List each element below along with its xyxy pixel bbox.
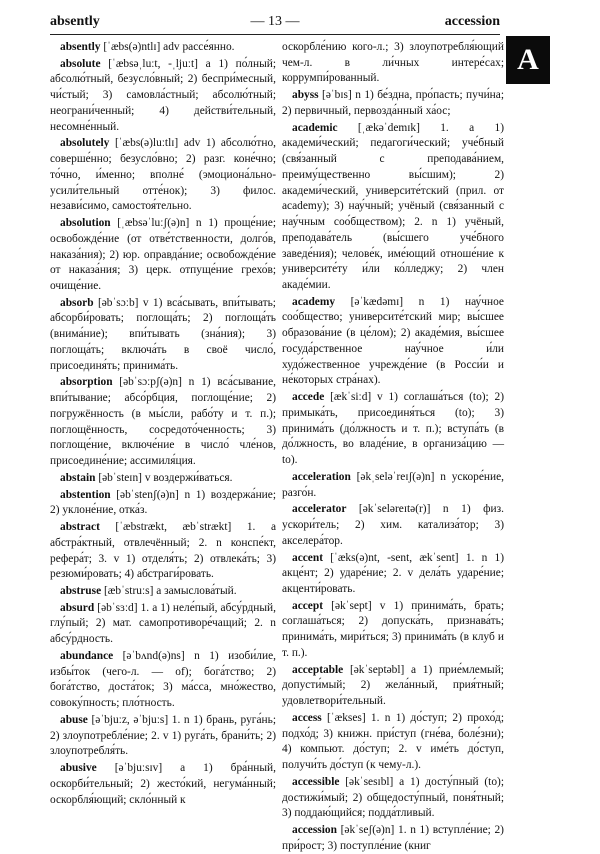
entry-definition: adv рассе́янно. xyxy=(163,41,235,53)
entry-headword: absorption xyxy=(60,376,113,389)
entry-definition: a 1) по́лный; абсолю́тный, безусло́вный; 2) беспри́месный, чи́стый; 3) самовла́стный; абсолю́тный; неограни́ченный; 4) действи́тельный, несомне́нный. xyxy=(50,57,276,133)
dictionary-entry xyxy=(282,502,504,549)
entry-pronunciation: [əbˈsɜːd] xyxy=(97,601,138,614)
entry-headword: academic xyxy=(292,121,338,134)
dictionary-entry xyxy=(50,713,276,760)
entry-definition: v 1) принима́ть, брать; соглаша́ться; 2) допуска́ть, признава́ть; принима́ть, мири́ться; 3) принима́ть (в клуб и т. п.). xyxy=(282,599,504,659)
dictionary-entry xyxy=(50,488,276,519)
entry-pronunciation: [ˈæbs(ə)luːtlɪ] xyxy=(114,137,179,150)
entry-headword: abundance xyxy=(60,649,114,662)
left-guide-word: absently xyxy=(50,14,100,29)
entry-definition: 1. a 1) неле́пый, абсу́рдный, глу́пый; 2) мат. самопротиворе́чащий; 2. n абсу́рдность. xyxy=(50,601,276,646)
entry-definition: n 1) бе́здна, про́пасть; пучи́на; 2) первичный, первозда́нный ха́ос; xyxy=(282,89,504,117)
entry-definition: n 1) проще́ние; освобожде́ние (от отве́тственности, долго́в, наказа́ния); 2) юр. оправда́ние; освобожде́ние от наказа́ния; 3) церк. отпуще́ние грехо́в; очище́ние. xyxy=(50,217,276,293)
dictionary-entry xyxy=(282,711,504,774)
entry-headword: abusive xyxy=(60,762,97,775)
entry-definition: v 1) вса́сывать, впи́тывать; абсорби́ровать; поглоща́ть; 2) поглоща́ть (внима́ние); впи́тывать (зна́ния); 3) поглоща́ть; включа́ть в своё число́, присоединя́ть; принима́ть. xyxy=(50,296,276,372)
entry-definition: a замыслова́тый. xyxy=(156,584,237,597)
dictionary-entry xyxy=(282,775,504,822)
entry-headword: accessible xyxy=(292,775,340,788)
right-guide-word: accession xyxy=(444,14,500,29)
entry-definition: n 1) физ. ускори́тель; 2) хим. катализа́тор; 3) акселера́тор. xyxy=(282,503,504,547)
entry-headword: abstract xyxy=(60,521,100,534)
entry-definition: n ускоре́ние, разго́н. xyxy=(282,470,504,499)
entry-headword: acceleration xyxy=(292,470,351,483)
entry-headword: accede xyxy=(292,391,325,404)
entry-pronunciation: [əkˈseʃ(ə)n] xyxy=(340,823,395,836)
entry-headword: abstain xyxy=(60,471,96,484)
entry-headword: acceptable xyxy=(292,663,344,676)
entry-headword: accession xyxy=(292,823,337,836)
entry-pronunciation: [ˈæbstrækt, æbˈstrækt] xyxy=(115,521,232,534)
entry-headword: accent xyxy=(292,551,323,564)
entry-definition: n 1) изоби́лие, избы́ток (чего-л. — of); бога́тство; 2) бога́тство, доста́ток; 3) ма́сса, мно́жество, совоку́пность; пло́тность. xyxy=(50,649,276,710)
entry-definition: v воздержи́ваться. xyxy=(144,471,233,484)
entry-pronunciation: [ˈæbsəˌluːt, -ˌljuːt] xyxy=(108,57,198,70)
dictionary-entry xyxy=(50,584,276,600)
entry-definition: 1. n 1) до́ступ; 2) прохо́д; подхо́д; 3) книжн. при́ступ (гне́ва, боле́зни); 4) компьют. до́ступ; 2. v име́ть до́ступ, получи́ть до́ступ (к чему-л.). xyxy=(282,711,504,772)
entry-definition: 1. n 1) брань, руга́нь; 2) злоупотребле́ние; 2. v 1) руга́ть, брани́ть; 2) злоупотребля́ть. xyxy=(50,713,276,758)
dictionary-entry xyxy=(50,136,276,215)
entry-definition: 1. n 1) вступле́ние; 2) при́рост; 3) поступле́ние (книг xyxy=(282,823,504,852)
entry-pronunciation: [əkˈseləreɪtə(r)] xyxy=(358,503,431,516)
entry-pronunciation: [əˈbʌnd(ə)ns] xyxy=(122,649,185,662)
entry-pronunciation: [əkˌseləˈreɪʃ(ə)n] xyxy=(356,470,435,483)
entry-definition: a 1) прие́млемый; допусти́мый; 2) жела́нный, прия́тный; удовлетвори́тельный. xyxy=(282,663,504,708)
entry-headword: academy xyxy=(292,295,336,308)
entry-pronunciation: [əkˈsept] xyxy=(331,599,372,612)
entry-pronunciation: [əbˈsɔːb] xyxy=(97,296,139,309)
dictionary-entry xyxy=(282,88,504,119)
dictionary-entry xyxy=(50,520,276,583)
entry-definition: adv 1) абсолю́тно, соверше́нно; безусло́вно; 2) разг. коне́чно; то́чно, и́менно; вполне́ (эмоциона́льно-усили́тельный отте́нок); 3) филос. незави́симо, самостоя́тельно. xyxy=(50,137,276,213)
dictionary-entry xyxy=(50,57,276,136)
entry-headword: abuse xyxy=(60,713,88,726)
entry-pronunciation: [əˈkædəmɪ] xyxy=(350,295,404,308)
dictionary-entry xyxy=(282,551,504,598)
entry-headword: accelerator xyxy=(292,503,347,516)
entry-pronunciation: [əˈbɪs] xyxy=(322,89,352,102)
dictionary-entry xyxy=(282,121,504,294)
entry-definition: 1. a абстра́ктный, отвлечённый; 2. n конспе́кт, рефера́т; 3. v 1) отделя́ть; 2) отвлека́ть; 3) резюми́ровать; 4) абстраги́ровать. xyxy=(50,521,276,581)
entry-headword: absolution xyxy=(60,217,111,230)
entry-headword: absurd xyxy=(60,601,95,614)
entry-pronunciation: [əkˈseptəbl] xyxy=(349,663,405,676)
dictionary-entry xyxy=(50,375,276,469)
entry-pronunciation: [ˌæbsəˈluːʃ(ə)n] xyxy=(117,217,190,230)
dictionary-entry xyxy=(50,649,276,712)
entry-pronunciation: [ˌækəˈdemɪk] xyxy=(357,121,420,134)
entry-definition: n 1) воздержа́ние; 2) уклоне́ние, отка́з. xyxy=(50,488,276,517)
left-column xyxy=(50,40,276,806)
entry-pronunciation: [ˈækses] xyxy=(327,711,366,724)
entry-definition: a 1) бра́нный, оскорби́тельный; 2) жесто́кий, негума́нный; оскорбля́ющий; скло́нный к xyxy=(50,762,276,806)
entry-pronunciation: [əˈbjuːsɪv] xyxy=(114,762,163,775)
entry-definition: 1. n 1) акце́нт; 2) ударе́ние; 2. v дела́ть ударе́ние; акценти́ровать. xyxy=(282,551,504,595)
entry-pronunciation: [ækˈsiːd] xyxy=(330,391,372,404)
dictionary-entry xyxy=(50,601,276,648)
dictionary-entry xyxy=(282,470,504,501)
running-header xyxy=(50,14,500,35)
dictionary-entry xyxy=(282,295,504,389)
section-letter-tab: A xyxy=(506,36,550,84)
entry-pronunciation: [əbˈstenʃ(ə)n] xyxy=(116,488,179,501)
dictionary-entry xyxy=(50,296,276,375)
entry-headword: absolute xyxy=(60,57,101,70)
entry-definition: n 1) вса́сывание, впи́тывание; абсо́рбция, поглоще́ние; 2) погружённость (в мы́сли, рабо́ту и т. п.); поглощённость, сосредото́ченность; 3) поглоще́ние, включе́ние в число́ чле́нов, присоедине́ние; ассимиля́ция. xyxy=(50,376,276,468)
entry-headword: access xyxy=(292,711,322,724)
entry-pronunciation: [əbˈsɔːpʃ(ə)n] xyxy=(119,376,182,389)
dictionary-entry xyxy=(282,823,504,854)
entry-pronunciation: [əkˈsesɪbl] xyxy=(345,775,394,788)
dictionary-entry xyxy=(50,761,276,808)
dictionary-entry xyxy=(50,216,276,295)
dictionary-entry xyxy=(282,599,504,662)
dictionary-entry xyxy=(50,40,276,56)
entry-pronunciation: [əˈbjuːz, əˈbjuːs] xyxy=(91,713,169,726)
entry-headword: absolutely xyxy=(60,137,110,150)
page-number: — 13 — xyxy=(250,14,300,29)
entry-headword: abyss xyxy=(292,89,319,102)
entry-headword: absorb xyxy=(60,296,94,309)
entry-headword: absently xyxy=(60,41,101,53)
dictionary-entry xyxy=(282,390,504,469)
entry-definition: 1. a 1) академи́ческий; педагоги́ческий; уче́бный (свя́занный с преподава́нием, преиму́щественно вы́сшим); 2) академи́ческий, университе́тский (прил. от academy); 3) нау́чный; учёный (свя́занный с нау́чным соо́бществом); 2. n 1) учёный, преподава́тель (вы́сшего уче́бного заведе́ния); челове́к, име́ющий отноше́ние к университе́ту и́ли ко́лледжу; 2) член акаде́мии. xyxy=(282,121,504,292)
entry-definition: a 1) досту́пный (to); достижи́мый; 2) общедосту́пный, поня́тный; 3) поддаю́щийся; подда́тливый. xyxy=(282,775,504,820)
dictionary-entry xyxy=(50,471,276,487)
entry-pronunciation: [əbˈsteɪn] xyxy=(98,471,142,484)
entry-pronunciation: [ˈæbs(ə)ntlɪ] xyxy=(103,41,161,53)
right-column xyxy=(282,40,504,852)
entry-definition: v 1) соглаша́ться (to); 2) примыка́ть, присоединя́ться (to); 3) принима́ть (до́лжность и т. п.); вступа́ть (в до́лжность, во владе́ние, в организа́цию — to). xyxy=(282,391,504,467)
dictionary-entry xyxy=(282,663,504,710)
entry-definition: n 1) нау́чное соо́бщество; университе́тский мир; вы́сшее образова́ние (в це́лом); 2) акаде́мия, вы́сшее госуда́рственное нау́чное и́ли худо́жественное учрежде́ние (в Росси́и и не́которых стра́нах). xyxy=(282,295,504,387)
entry-headword: abstention xyxy=(60,488,111,501)
entry-headword: abstruse xyxy=(60,584,102,597)
entry-pronunciation: [ˈæks(ə)nt, -sent, ækˈsent] xyxy=(330,551,459,564)
entry-definition: оскорбле́нию кого-л.; 3) злоупотребля́ющий чем-л. в ли́чных интере́сах; коррумпи́рованный. xyxy=(282,41,504,85)
dictionary-entry xyxy=(282,40,504,87)
entry-headword: accept xyxy=(292,599,323,612)
entry-pronunciation: [æbˈstruːs] xyxy=(104,584,154,597)
